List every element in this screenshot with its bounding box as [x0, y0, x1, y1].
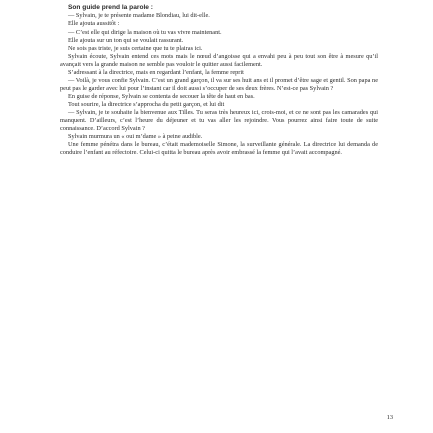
paragraph: Elle ajouta sur un ton qui se voulait rassurant. [68, 36, 184, 44]
paragraph: Sylvain murmura un « oui m’dame » à peine audible. [68, 133, 203, 141]
paragraph: Ne sois pas triste, je suis certaine que tu te plairas ici. [68, 44, 203, 52]
paragraph: En guise de réponse, Sylvain se contenta de secouer la tête de haut en bas. [68, 92, 255, 100]
paragraph: S’adressant à la directrice, mais en regardant l’enfant, la femme reprit [68, 68, 244, 76]
paragraph: — C’est elle qui dirige la maison où tu vas vivre maintenant. [68, 28, 222, 36]
paragraph: Une femme pénétra dans le bureau, c’était mademoiselle Simone, la surveillante générale. La directrice lui demanda de conduire l’enfant au réfectoire. Celui-ci quitta le bureau après avoir embrassé la femme qui l’avait accompagné. [60, 141, 378, 157]
paragraph: — Sylvain, je te présente madame Blondiau, lui dit-elle. [68, 12, 210, 20]
paragraph: Sylvain écoute, Sylvain entend ces mots mais le nœud d’angoisse qui a envahi peu à peu tout son être à mesure qu’il avançait vers la grande maison ne semble pas vouloir le quitter aussi facilement. [60, 52, 378, 68]
paragraph: Tout sourire, la directrice s’approcha du petit garçon, et lui dit [68, 100, 225, 108]
section-heading: Son guide prend la parole : [68, 4, 153, 11]
paragraph: — Voilà, je vous confie Sylvain. C’est un grand garçon, il va sur ses huit ans et il promet d’être sage et gentil. Son papa ne peut pas le garder avec lui pour l’instant car il doit aussi s’occuper de ses deux frères. N’est-ce pas Sylvain ? [60, 76, 378, 92]
paragraph: — Sylvain, je te souhaite la bienvenue aux Tilles. Tu seras très heureux ici, crois-moi, et ce ne sont pas les camarades qui manquent. D’ailleurs, c’est l’heure du déjeuner et tu vas aller les rejoindre. Vous pourrez ainsi faire toute de suite connaissance. D’accord Sylvain ? [60, 108, 378, 133]
paragraph: Elle ajouta aussitôt : [68, 20, 120, 28]
page-number: 13 [386, 414, 393, 421]
document-page [60, 4, 378, 157]
